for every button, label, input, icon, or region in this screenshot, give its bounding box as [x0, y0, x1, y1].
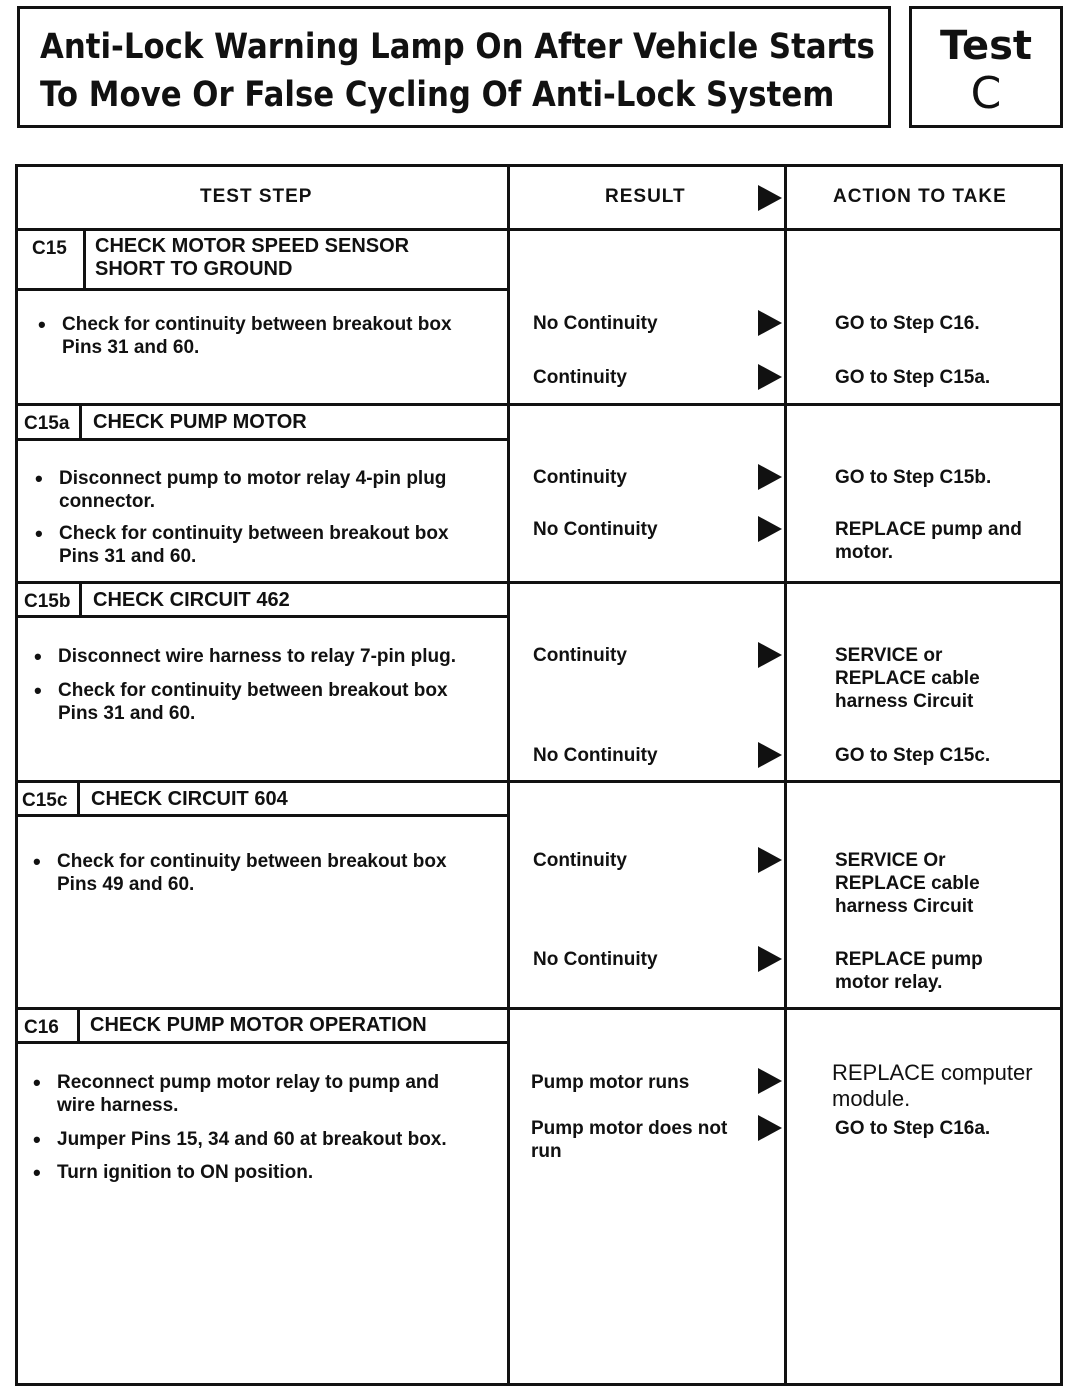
step-id-divider	[77, 1007, 80, 1043]
result-line: run	[531, 1141, 562, 1162]
action-line: motor.	[835, 542, 894, 563]
title-box	[17, 6, 891, 128]
action-text: GO to Step C16.	[835, 313, 980, 334]
action-line: REPLACE computer	[832, 1060, 1033, 1085]
step-id-divider	[79, 581, 82, 617]
row-divider	[15, 403, 1063, 406]
column-divider	[784, 164, 787, 1386]
step-title: CHECK PUMP MOTOR OPERATION	[90, 1014, 427, 1036]
instruction-line: • Check for continuity between breakout box	[58, 680, 448, 701]
instruction-line: Pins 49 and 60.	[57, 874, 195, 895]
result-text: Continuity	[533, 850, 627, 871]
step-id-divider	[77, 780, 80, 816]
page-title	[40, 23, 875, 119]
instruction: • Disconnect wire harness to relay 7-pin plug.	[58, 645, 456, 668]
action-line: REPLACE pump	[835, 949, 983, 970]
step-title: CHECK PUMP MOTOR	[93, 411, 307, 433]
row-divider	[15, 228, 1063, 231]
step-id: C16	[24, 1017, 59, 1038]
title-line-1: Anti-Lock Warning Lamp On After Vehicle Starts	[40, 27, 875, 67]
step-title-line: SHORT TO GROUND	[95, 258, 293, 280]
step-title-divider	[15, 438, 510, 441]
action-line: REPLACE cable	[835, 668, 980, 689]
step-title-divider	[15, 1041, 510, 1044]
instruction	[57, 850, 447, 896]
action-line: REPLACE cable	[835, 873, 980, 894]
action-text	[835, 644, 980, 713]
arrow-right-icon	[758, 847, 782, 873]
step-title	[95, 235, 409, 281]
arrow-right-icon	[758, 516, 782, 542]
row-divider	[15, 581, 1063, 584]
test-label: Test	[939, 23, 1033, 69]
action-line: SERVICE Or	[835, 850, 946, 871]
action-text	[835, 948, 983, 994]
arrow-right-icon	[758, 185, 782, 211]
instruction-line: • Reconnect pump motor relay to pump and	[57, 1072, 440, 1093]
instruction: • Turn ignition to ON position.	[57, 1161, 313, 1184]
instruction	[62, 313, 452, 359]
action-text: GO to Step C15a.	[835, 367, 991, 388]
result-text: Pump motor runs	[531, 1072, 690, 1093]
action-text	[835, 849, 980, 918]
instruction-line: connector.	[59, 491, 156, 512]
instruction-line: • Check for continuity between breakout box	[57, 851, 447, 872]
result-text: No Continuity	[533, 949, 658, 970]
step-id: C15	[32, 238, 67, 259]
arrow-right-icon	[758, 1115, 782, 1141]
action-text: GO to Step C16a.	[835, 1118, 991, 1139]
arrow-right-icon	[758, 946, 782, 972]
instruction-line: Pins 31 and 60.	[58, 703, 196, 724]
arrow-right-icon	[758, 1068, 782, 1094]
arrow-right-icon	[758, 310, 782, 336]
step-title-divider	[15, 288, 510, 291]
result-line: Pump motor does not	[531, 1118, 728, 1139]
column-divider	[507, 164, 510, 1386]
title-line-2: To Move Or False Cycling Of Anti-Lock System	[40, 75, 835, 115]
arrow-right-icon	[758, 464, 782, 490]
step-title-line: CHECK MOTOR SPEED SENSOR	[95, 235, 410, 257]
arrow-right-icon	[758, 742, 782, 768]
result-text: Continuity	[533, 645, 627, 666]
instruction-line: • Check for continuity between breakout box	[62, 314, 452, 335]
instruction	[57, 1071, 439, 1117]
step-title: CHECK CIRCUIT 462	[93, 589, 290, 611]
step-id-divider	[79, 403, 82, 440]
arrow-right-icon	[758, 642, 782, 668]
header-result: RESULT	[605, 186, 686, 207]
test-id-box	[909, 6, 1063, 128]
step-id: C15b	[24, 591, 71, 612]
action-text: GO to Step C15b.	[835, 467, 992, 488]
instruction	[59, 467, 446, 513]
step-title: CHECK CIRCUIT 604	[91, 788, 288, 810]
step-id-divider	[83, 228, 86, 290]
instruction-line: wire harness.	[57, 1095, 179, 1116]
instruction-line: • Check for continuity between breakout box	[59, 523, 449, 544]
result-text	[531, 1117, 727, 1163]
action-line: motor relay.	[835, 972, 943, 993]
step-id: C15c	[22, 790, 68, 811]
result-text: Continuity	[533, 367, 627, 388]
header-test-step: TEST STEP	[200, 186, 313, 207]
action-text	[832, 1060, 1033, 1112]
action-line: REPLACE pump and	[835, 519, 1022, 540]
step-title-divider	[15, 615, 510, 618]
instruction: • Jumper Pins 15, 34 and 60 at breakout box.	[57, 1128, 447, 1151]
action-line: SERVICE or	[835, 645, 943, 666]
instruction	[59, 522, 449, 568]
header-action: ACTION TO TAKE	[833, 186, 1007, 207]
instruction-line: Pins 31 and 60.	[59, 546, 197, 567]
action-line: harness Circuit	[835, 691, 974, 712]
action-text: GO to Step C15c.	[835, 745, 991, 766]
arrow-right-icon	[758, 364, 782, 390]
action-text	[835, 518, 1022, 564]
action-line: module.	[832, 1086, 911, 1111]
test-letter: C	[970, 68, 1002, 119]
row-divider	[15, 780, 1063, 783]
instruction-line: • Disconnect pump to motor relay 4-pin plug	[59, 468, 447, 489]
result-text: Continuity	[533, 467, 627, 488]
step-title-divider	[15, 814, 510, 817]
instruction	[58, 679, 448, 725]
result-text: No Continuity	[533, 519, 658, 540]
result-text: No Continuity	[533, 313, 658, 334]
row-divider	[15, 1007, 1063, 1010]
step-id: C15a	[24, 413, 70, 434]
action-line: harness Circuit	[835, 896, 974, 917]
result-text: No Continuity	[533, 745, 658, 766]
instruction-line: Pins 31 and 60.	[62, 337, 200, 358]
